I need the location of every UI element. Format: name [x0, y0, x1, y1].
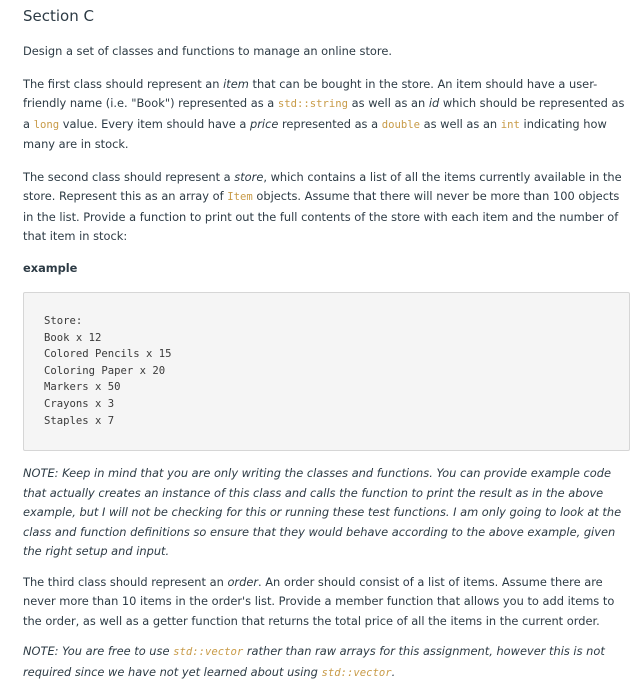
example-line: Colored Pencils x 15	[44, 348, 172, 361]
code-std-vector: std::vector	[173, 646, 244, 658]
id-term: id	[428, 96, 440, 110]
code-int: int	[500, 118, 520, 131]
example-line: Staples x 7	[44, 414, 115, 427]
item-class-paragraph: The first class should represent an item that can be bought in the store. An item should have a user-friendly name (i.e. "Book") represented as a std::string as well as an id which should be represented as a long value. Every item should have a price represented as a double as well as an int indicating how many are in stock.	[23, 76, 625, 151]
code-item: Item	[227, 191, 253, 203]
section-title: Section C	[23, 7, 94, 25]
example-line: Coloring Paper x 20	[44, 364, 166, 377]
price-term: price	[249, 116, 279, 131]
example-label: example	[23, 260, 78, 275]
order-class-paragraph: The third class should represent an order. An order should consist of a list of items. Assume there are never more than 10 items in the order's list. Provide a member function that allows you to add items to the order, as well as a getter function that returns the total price of all the items in the current order.	[23, 574, 615, 628]
note-vector: NOTE: You are free to use std::vector rather than raw arrays for this assignment, however this is not required since we have not yet learned about using std::vector.	[23, 644, 605, 679]
code-std-vector: std::vector	[321, 666, 392, 679]
intro-paragraph: Design a set of classes and functions to manage an online store.	[23, 44, 392, 58]
example-line: Store:	[44, 315, 83, 327]
code-long: long	[33, 118, 60, 131]
note-testing: NOTE: Keep in mind that you are only writing the classes and functions. You can provide example code that actually creates an instance of this class and calls the function to print the result as in the above example, but I will not be checking for this or running these test functions. I am only going to look at the class and function definitions so ensure that they would behave according to the above example, given the right setup and input.	[23, 466, 622, 558]
code-double: double	[381, 118, 420, 131]
code-std-string: std::string	[277, 98, 349, 110]
example-line: Book x 12	[44, 331, 102, 344]
order-term: order	[227, 574, 259, 589]
item-term: item	[223, 76, 249, 91]
example-line: Markers x 50	[44, 381, 121, 394]
example-output-box	[23, 292, 630, 451]
store-term: store	[234, 169, 264, 184]
example-line: Crayons x 3	[44, 397, 115, 410]
store-class-paragraph: The second class should represent a store, which contains a list of all the items currently available in the store. Represent this as an array of Item objects. Assume that there will never be more than 100 objects in the list. Provide a function to print out the full contents of the store with each item and the number of that item in stock:	[23, 169, 622, 243]
